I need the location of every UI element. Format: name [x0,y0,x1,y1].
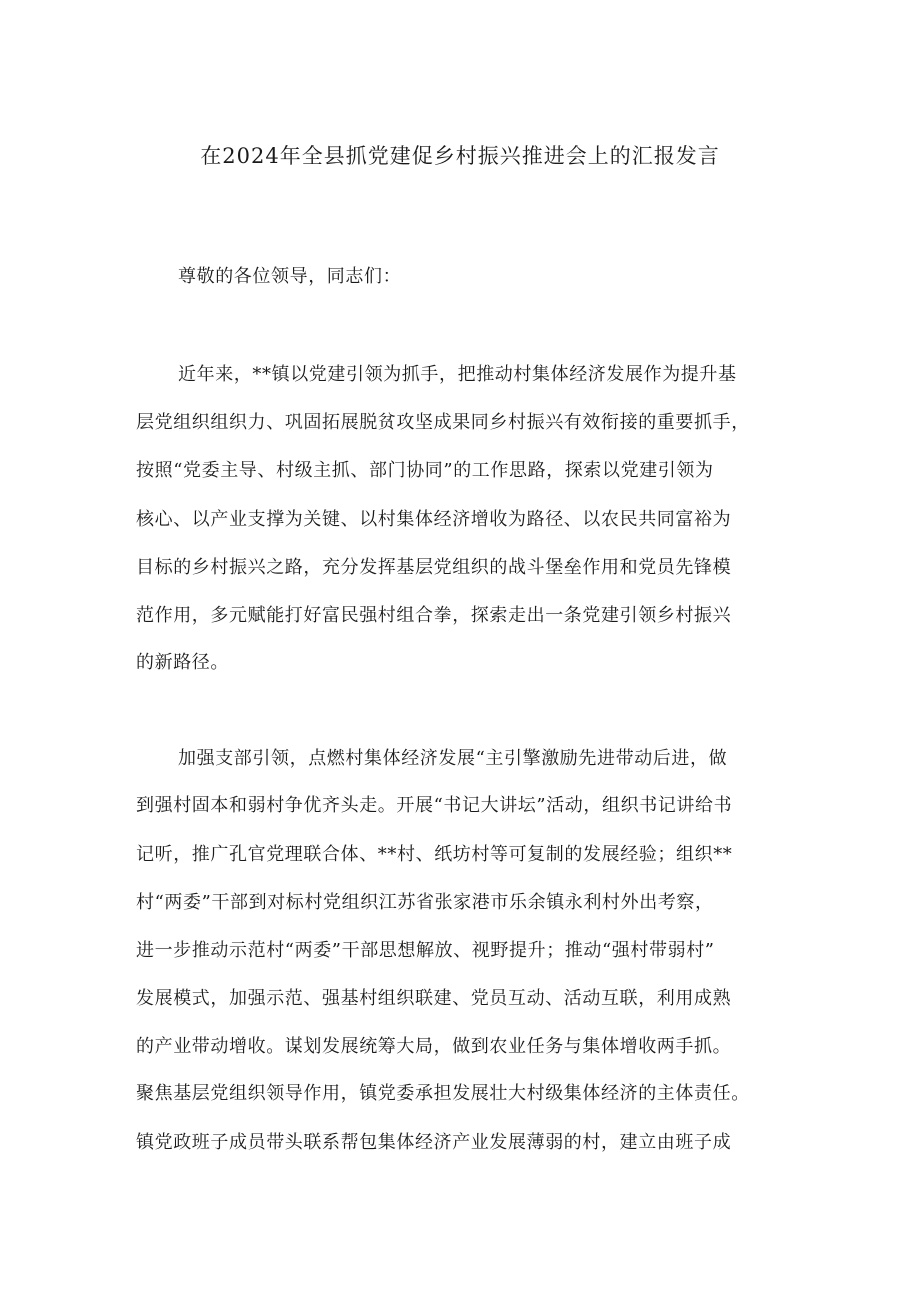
paragraph-line: 范作用，多元赋能打好富民强村组合拳，探索走出一条党建引领乡村振兴 [136,605,732,626]
paragraph-line: 目标的乡村振兴之路，充分发挥基层党组织的战斗堡垒作用和党员先锋模 [136,557,732,578]
paragraph-line: 层党组织组织力、巩固拓展脱贫攻坚成果同乡村振兴有效衔接的重要抓手， [136,412,750,433]
paragraph-line: 村“两委”干部到对标村党组织江苏省张家港市乐余镇永利村外出考察， [136,892,714,913]
paragraph-line: 的产业带动增收。谋划发展统筹大局，做到农业任务与集体增收两手抓。 [136,1036,732,1057]
paragraph-line: 记听，推广孔官党理联合体、**村、纸坊村等可复制的发展经验；组织** [136,844,733,865]
paragraph-line: 进一步推动示范村“两委”干部思想解放、视野提升；推动“强村带弱村” [136,940,715,961]
paragraph-line: 发展模式，加强示范、强基村组织联建、党员互动、活动互联，利用成熟 [136,988,732,1009]
paragraph-line: 近年来，**镇以党建引领为抓手，把推动村集体经济发展作为提升基 [178,364,737,385]
paragraph-line: 的新路径。 [136,652,229,673]
paragraph-line: 加强支部引领，点燃村集体经济发展“主引擎激励先进带动后进，做 [178,748,728,769]
paragraph-line: 到强村固本和弱村争优齐头走。开展“书记大讲坛”活动，组织书记讲给书 [136,795,733,816]
paragraph-line: 按照“党委主导、村级主抓、部门协同”的工作思路，探索以党建引领为 [136,460,714,481]
paragraph-line: 聚焦基层党组织领导作用，镇党委承担发展壮大村级集体经济的主体责任。 [136,1083,750,1104]
paragraph-line: 镇党政班子成员带头联系帮包集体经济产业发展薄弱的村，建立由班子成 [136,1132,732,1153]
salutation: 尊敬的各位领导，同志们： [178,266,402,287]
document-title: 在2024年全县抓党建促乡村振兴推进会上的汇报发言 [200,144,720,168]
paragraph-line: 核心、以产业支撑为关键、以村集体经济增收为路径、以农民共同富裕为 [136,509,732,530]
